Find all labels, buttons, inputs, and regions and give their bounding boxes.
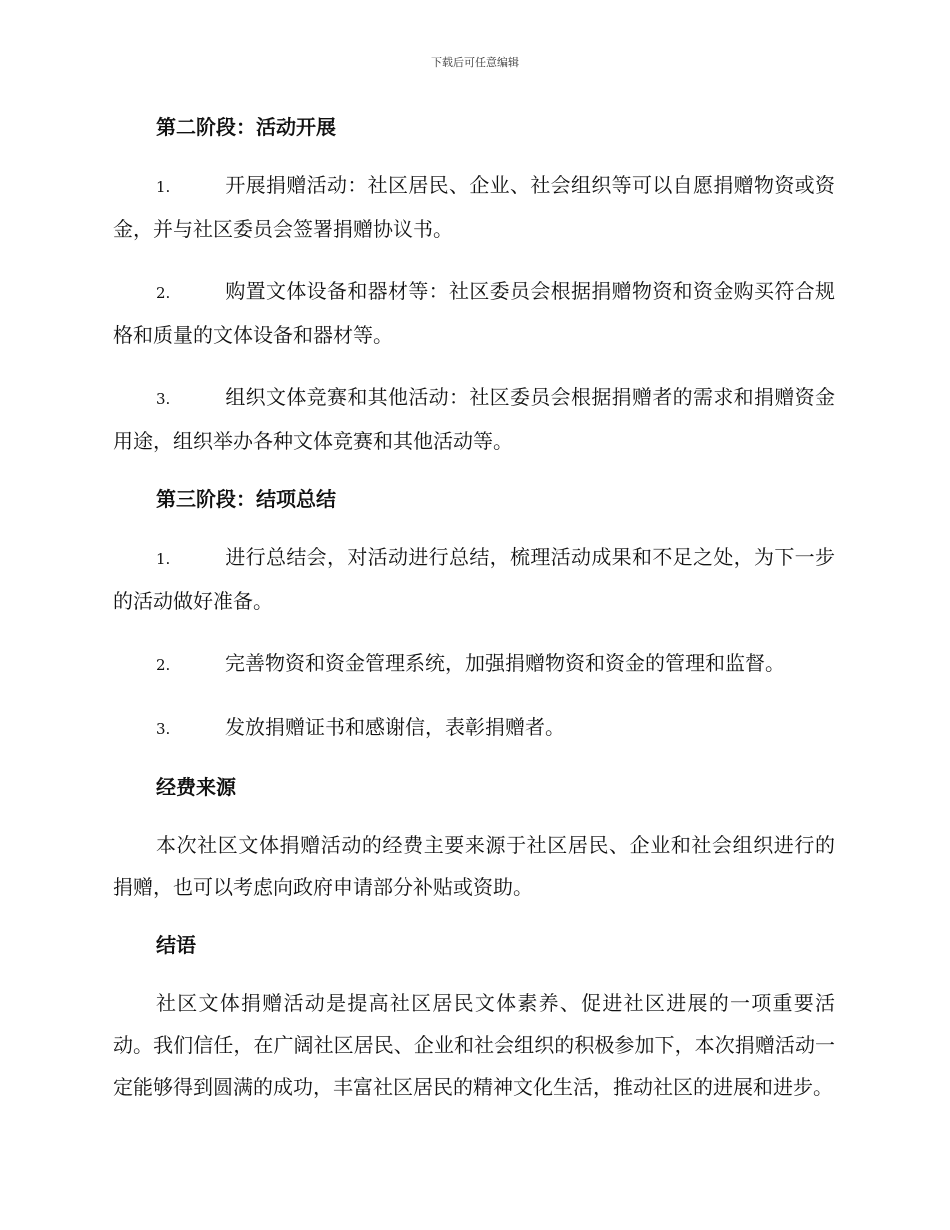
page-header: 下载后可任意编辑 [431, 56, 519, 69]
item-text: 完善物资和资金管理系统，加强捐赠物资和资金的管理和监督。 [225, 651, 785, 675]
conclusion-heading: 结语 [156, 933, 196, 957]
item-text: 购置文体设备和器材等：社区委员会根据捐赠物资和资金购买符合规格和质量的文体设备和器材等。 [113, 279, 835, 347]
item-text: 组织文体竞赛和其他活动：社区委员会根据捐赠者的需求和捐赠资金用途，组织举办各种文体竞赛和其他活动等。 [113, 385, 835, 453]
item-text: 开展捐赠活动：社区居民、企业、社会组织等可以自愿捐赠物资或资金，并与社区委员会签署捐赠协议书。 [113, 173, 835, 241]
item-text: 进行总结会，对活动进行总结，梳理活动成果和不足之处，为下一步的活动做好准备。 [113, 545, 835, 613]
item-number: 3. [156, 720, 171, 738]
stage2-item-3 [113, 376, 835, 462]
document-body [113, 110, 835, 1128]
stage2-item-2 [113, 270, 835, 356]
stage3-item-1 [113, 536, 835, 622]
stage2-item-1 [113, 164, 835, 250]
funding-heading: 经费来源 [156, 775, 236, 799]
item-number: 2. [156, 656, 171, 674]
conclusion-paragraph: 社区文体捐赠活动是提高社区居民文体素养、促进社区进展的一项重要活动。我们信任，在广阔社区居民、企业和社会组织的积极参加下，本次捐赠活动一定能够得到圆满的成功，丰富社区居民的精神文化生活，推动社区的进展和进步。 [113, 991, 835, 1099]
item-number: 1. [156, 550, 171, 568]
funding-paragraph: 本次社区文体捐赠活动的经费主要来源于社区居民、企业和社会组织进行的捐赠，也可以考虑向政府申请部分补贴或资助。 [113, 833, 835, 899]
item-number: 2. [156, 284, 171, 302]
item-text: 发放捐赠证书和感谢信，表彰捐赠者。 [225, 715, 565, 739]
item-number: 3. [156, 390, 171, 408]
stage3-item-2 [113, 642, 835, 686]
stage3-item-3 [113, 706, 835, 750]
stage3-heading: 第三阶段：结项总结 [156, 487, 336, 511]
item-number: 1. [156, 178, 171, 196]
stage2-heading: 第二阶段：活动开展 [156, 115, 336, 139]
